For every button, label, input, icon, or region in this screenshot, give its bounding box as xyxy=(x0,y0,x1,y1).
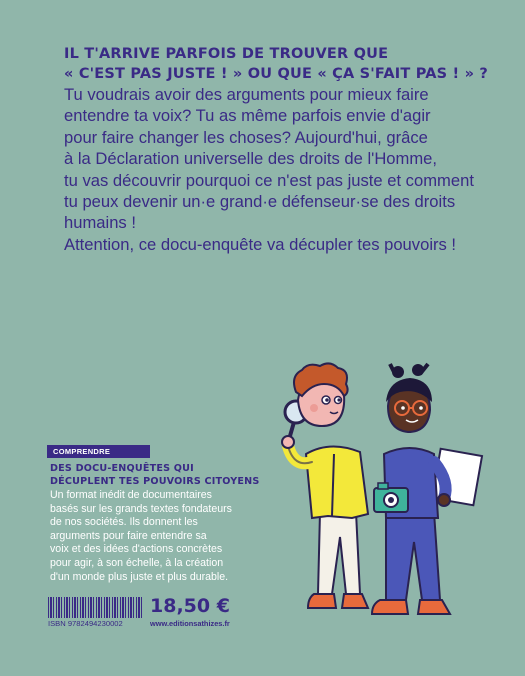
blurb-line: à la Déclaration universelle des droits de l'Homme, xyxy=(64,149,438,169)
barcode-icon xyxy=(48,597,144,618)
collection-badge: COMPRENDRE xyxy=(47,445,150,458)
collection-line: de nos sociétés. Ils donnent les xyxy=(50,516,198,529)
girl-figure xyxy=(372,364,482,614)
boy-figure xyxy=(282,363,368,608)
barcode-block xyxy=(48,597,148,631)
headline xyxy=(64,44,489,84)
blurb-line: tu peux devenir un·e grand·e défenseur·se des droits xyxy=(64,192,456,212)
blurb xyxy=(64,84,484,255)
collection-description xyxy=(50,489,260,584)
collection-line: voix et des idées d'actions concrètes xyxy=(50,543,223,556)
blurb-line: pour faire changer les choses? Aujourd'hui, grâce xyxy=(64,127,428,147)
headline-line-1: IL T'ARRIVE PARFOIS DE TROUVER QUE xyxy=(64,46,389,62)
publisher-website: www.editionsathizes.fr xyxy=(150,619,230,628)
collection-title-line-1: DES DOCU-ENQUÊTES QUI xyxy=(50,463,194,474)
collection-line: pour agir, à son échelle, à la création xyxy=(50,556,224,569)
collection-title xyxy=(50,463,270,488)
blurb-line: humains ! xyxy=(64,213,136,233)
collection-line: arguments pour faire entendre sa xyxy=(50,529,207,542)
blurb-line: entendre ta voix? Tu as même parfois envie d'agir xyxy=(64,106,431,126)
collection-line: d'un monde plus juste et plus durable. xyxy=(50,570,229,583)
blurb-line: Attention, ce docu-enquête va décupler tes pouvoirs ! xyxy=(64,234,457,254)
children-detectives-illustration xyxy=(268,362,508,630)
collection-title-line-2: DÉCUPLENT TES POUVOIRS CITOYENS xyxy=(50,475,260,487)
isbn-number: ISBN 9782494230002 xyxy=(48,619,123,628)
price: 18,50 € xyxy=(150,595,230,617)
blurb-line: tu vas découvrir pourquoi ce n'est pas juste et comment xyxy=(64,170,474,190)
collection-line: Un format inédit de documentaires xyxy=(50,489,212,501)
collection-line: basés sur les grands textes fondateurs xyxy=(50,502,232,515)
blurb-line: Tu voudrais avoir des arguments pour mieux faire xyxy=(64,85,429,104)
headline-line-2: « C'EST PAS JUSTE ! » OU QUE « ÇA S'FAIT PAS ! » ? xyxy=(64,66,489,82)
